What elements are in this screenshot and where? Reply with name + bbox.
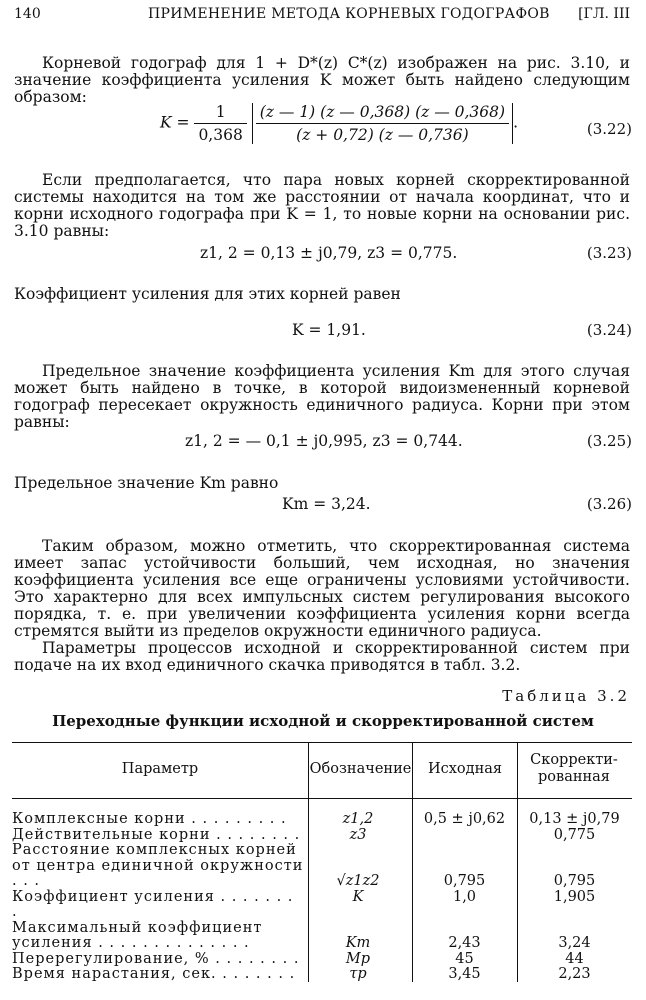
row-original: 2,43 [448, 935, 481, 951]
row-symbol: √z1z2 [336, 873, 380, 889]
row-parameter: Расстояние комплексных корней от центра единичной окружности . . . [12, 842, 304, 889]
row-original [412, 828, 517, 844]
eq-3-22-coefficient [194, 103, 246, 144]
row-corrected: 2,23 [558, 966, 591, 982]
table-row [12, 843, 632, 890]
row-parameter: Комплексные корни . . . . . . . . . [12, 811, 287, 827]
equation-3-24: K = 1,91. [292, 321, 366, 339]
data-table [12, 742, 632, 992]
table-header-rule [12, 798, 632, 799]
row-original: 0,5 ± j0,62 [423, 811, 506, 827]
row-symbol: τp [349, 966, 367, 982]
col-header-corrected: Скорректи-рованная [530, 752, 618, 785]
row-corrected: 0,795 [553, 873, 596, 889]
col-header-original: Исходная [427, 761, 503, 777]
row-parameter: Максимальный коэффициент усиления . . . . . . . . . . . . . . [12, 919, 263, 951]
col-header-symbol: Обозначение [309, 761, 412, 777]
eq-3-22-coef-den: 0,368 [198, 126, 243, 144]
paragraph-6: Таким образом, можно отметить, что скорректированная система имеет запас устойчивости больший, чем исходная, но значения коэффициента усиления все еще ограничены условиями устойчивости. Это характерно для всех импульсных систем регулирования высокого порядка, т. е. при увеличении коэффициента усиления корни всегда стремятся выйти из пределов окружности единичного радиуса. [14, 537, 630, 640]
col-header-parameter: Параметр [121, 761, 199, 777]
page-number: 140 [14, 6, 41, 22]
row-parameter: Перерегулирование, % . . . . . . . . [12, 950, 300, 967]
table-row [12, 921, 632, 952]
row-symbol: z3 [349, 826, 367, 843]
table-body [12, 812, 632, 983]
equation-3-26: Km = 3,24. [282, 495, 371, 513]
row-corrected: 1,905 [553, 888, 596, 905]
eq-number-3-22: (3.22) [586, 120, 632, 138]
table-top-rule [12, 742, 632, 743]
eq-3-22-denominator: (z + 0,72) (z — 0,736) [296, 126, 469, 144]
eq-3-22-numerator: (z — 1) (z — 0,368) (z — 0,368) [256, 103, 509, 124]
row-symbol: Km [345, 935, 371, 951]
table-title: Переходные функции исходной и скорректированной систем [52, 712, 594, 730]
table-label: Таблица 3.2 [502, 687, 630, 705]
eq-number-3-25: (3.25) [586, 432, 632, 450]
paragraph-3: Коэффициент усиления для этих корней равен [14, 285, 401, 303]
table-row [12, 812, 632, 828]
running-title: ПРИМЕНЕНИЕ МЕТОДА КОРНЕВЫХ ГОДОГРАФОВ [148, 6, 550, 22]
paragraph-2: Если предполагается, что пара новых корней скорректированной системы находится на том же расстоянии от начала координат, что и корни исходного годографа при K = 1, то новые корни на основании рис. 3.10 равны: [14, 171, 630, 240]
paragraph-1: Корневой годограф для 1 + D*(z) C*(z) изображен на рис. 3.10, и значение коэффициента усиления K может быть найдено следующим образом: [14, 54, 630, 106]
row-symbol: z1,2 [342, 811, 374, 827]
eq-number-3-23: (3.23) [586, 244, 632, 262]
table-row [12, 967, 632, 983]
eq-number-3-24: (3.24) [586, 321, 632, 339]
row-corrected: 0,775 [553, 826, 596, 843]
row-parameter: Время нарастания, сек. . . . . . . . [12, 966, 296, 982]
row-original: 0,795 [443, 873, 486, 889]
paragraph-7: Параметры процессов исходной и скорректированной систем при подаче на их вход единичного скачка приводятся в табл. 3.2. [14, 639, 630, 674]
equation-3-23: z1, 2 = 0,13 ± j0,79, z3 = 0,775. [200, 244, 458, 262]
row-original: 45 [455, 950, 474, 967]
row-corrected: 3,24 [558, 935, 591, 951]
eq-3-22-lhs: K = [160, 113, 190, 132]
row-symbol: K [352, 888, 364, 905]
equation-3-25: z1, 2 = — 0,1 ± j0,995, z3 = 0,744. [185, 432, 463, 450]
eq-number-3-26: (3.26) [586, 495, 632, 513]
chapter-label: [ГЛ. III [578, 6, 630, 22]
eq-3-22-coef-num: 1 [194, 103, 246, 124]
table-row [12, 828, 632, 844]
row-parameter: Действительные корни . . . . . . . . [12, 826, 301, 843]
row-symbol: Mp [345, 950, 371, 967]
eq-3-22-period: . [513, 113, 518, 132]
eq-3-22-abs-bars [252, 103, 513, 144]
row-parameter: Коэффициент усиления . . . . . . . . [12, 888, 294, 920]
row-corrected: 0,13 ± j0,79 [529, 811, 620, 827]
row-corrected: 44 [565, 950, 584, 967]
equation-3-22 [160, 103, 518, 144]
paragraph-5: Предельное значение Km равно [14, 474, 279, 492]
table-row [12, 890, 632, 921]
table-row [12, 952, 632, 968]
row-original: 1,0 [452, 888, 477, 905]
paragraph-4: Предельное значение коэффициента усиления Km для этого случая может быть найдено в точке, в которой видоизмененный корневой годограф пересекает окружность единичного радиуса. Корни при этом равны: [14, 362, 630, 431]
eq-3-22-fraction [256, 103, 509, 144]
row-original: 3,45 [448, 966, 481, 982]
